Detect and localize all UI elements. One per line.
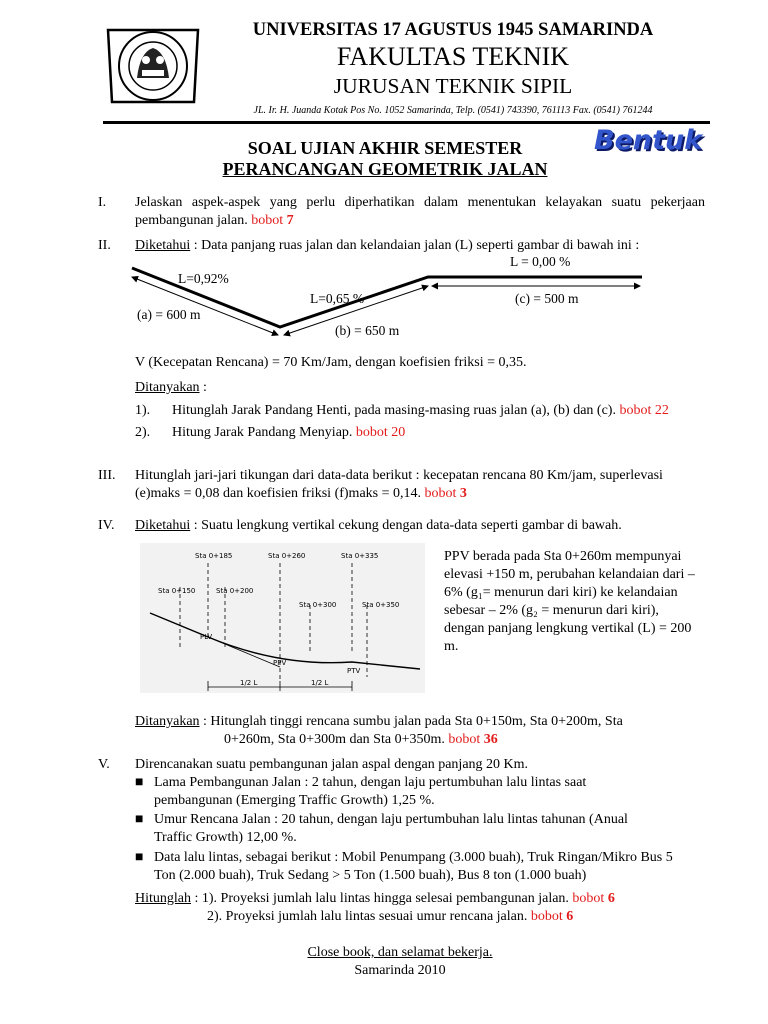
q5-bullet-1: ■ Lama Pembangunan Jalan : 2 tahun, dengan laju pertumbuhan lalu lintas saat pembangunan (Emerging Traffic Growth) 1,25 %. bbox=[135, 775, 587, 808]
fig-plv: PLV bbox=[200, 633, 213, 641]
place-year: Samarinda 2010 bbox=[354, 963, 446, 978]
q5-item-2: 2). Proyeksi jumlah lalu lintas sesuai umur rencana jalan. bobot 6 bbox=[207, 909, 574, 924]
fig-ptv: PTV bbox=[347, 667, 361, 675]
q5-bullet-3: ■ Data lalu lintas, sebagai berikut : Mobil Penumpang (3.000 buah), Truk Ringan/Mikro Bus 5 Ton (2.000 buah), Truk Sedang > 5 Ton (1.500 buah), Bus 8 ton (1.000 buah) bbox=[135, 850, 673, 883]
university-name: UNIVERSITAS 17 AGUSTUS 1945 SAMARINDA bbox=[252, 20, 654, 40]
fig-half-l-2: 1/2 L bbox=[311, 679, 329, 687]
address-line: JL. Ir. H. Juanda Kotak Pos No. 1052 Samarinda, Telp. (0541) 743390, 761113 Fax. (0541) 761244 bbox=[253, 105, 653, 116]
university-logo bbox=[104, 22, 202, 108]
fig-sta-150: Sta 0+150 bbox=[158, 587, 196, 595]
q1-bobot-value: 7 bbox=[286, 213, 294, 228]
q2-item-1-num: 1). bbox=[135, 403, 151, 418]
fig-half-l-1: 1/2 L bbox=[240, 679, 258, 687]
fig-ppv: PPV bbox=[273, 659, 287, 667]
q4-asked-line1: Ditanyakan : Hitunglah tinggi rencana sumbu jalan pada Sta 0+150m, Sta 0+200m, Sta bbox=[135, 714, 623, 729]
q2-item-2: Hitung Jarak Pandang Menyiap. bobot 20 bbox=[172, 425, 406, 440]
q5-bullet-2: ■ Umur Rencana Jalan : 20 tahun, dengan laju pertumbuhan lalu lintas tahunan (Anual Traffic Growth) 12,00 %. bbox=[135, 812, 628, 845]
q5-intro: Direncanakan suatu pembangunan jalan aspal dengan panjang 20 Km. bbox=[135, 757, 529, 772]
fig-sta-200: Sta 0+200 bbox=[216, 587, 254, 595]
q2-item-2-num: 2). bbox=[135, 425, 151, 440]
faculty-name: FAKULTAS TEKNIK bbox=[336, 42, 570, 71]
header-rule bbox=[103, 121, 710, 124]
fig-sta-185: Sta 0+185 bbox=[195, 552, 233, 560]
q4-number: IV. bbox=[98, 518, 115, 533]
q4-desc: PPV berada pada Sta 0+260m mempunyai elevasi +150 m, perubahan kelandaian dari – 6% (g₁= menurun dari kiri) ke kelandaian sebesar – 2% (g₂ = menurun dari kiri), dengan panjang lengkung vertikal (L) = 200 m. bbox=[444, 549, 695, 654]
q5-number: V. bbox=[98, 757, 110, 772]
course-title: PERANCANGAN GEOMETRIK JALAN bbox=[222, 159, 548, 179]
grade-label-3: L = 0,00 % bbox=[510, 254, 571, 269]
q4-asked-line2: 0+260m, Sta 0+300m dan Sta 0+350m. bobot 36 bbox=[224, 732, 498, 747]
segment-b-label: (b) = 650 m bbox=[335, 323, 400, 338]
vertical-curve-figure bbox=[140, 543, 425, 693]
fig-sta-300: Sta 0+300 bbox=[299, 601, 337, 609]
fig-sta-260: Sta 0+260 bbox=[268, 552, 306, 560]
exam-title: SOAL UJIAN AKHIR SEMESTER bbox=[247, 138, 523, 158]
q5-item-1: Hitunglah : 1). Proyeksi jumlah lalu lintas hingga selesai pembangunan jalan. bobot 6 bbox=[135, 891, 615, 906]
q1-text: Jelaskan aspek-aspek yang perlu diperhatikan dalam menentukan kelayakan suatu pekerjaan pembangunan jalan. bobot 7 bbox=[135, 195, 705, 228]
grade-label-2: L=0,65 % bbox=[310, 291, 365, 306]
q2-asked: Ditanyakan : bbox=[135, 380, 207, 395]
q2-speed: V (Kecepatan Rencana) = 70 Km/Jam, dengan koefisien friksi = 0,35. bbox=[135, 355, 527, 370]
q3-line2: (e)maks = 0,08 dan koefisien friksi (f)maks = 0,14. bobot 3 bbox=[135, 486, 467, 501]
fig-sta-335: Sta 0+335 bbox=[341, 552, 379, 560]
fig-sta-350: Sta 0+350 bbox=[362, 601, 400, 609]
q3-line1: Hitunglah jari-jari tikungan dari data-data berikut : kecepatan rencana 80 Km/jam, superlevasi bbox=[135, 468, 663, 483]
closing-note: Close book, dan selamat bekerja. bbox=[307, 945, 493, 960]
q1-number: I. bbox=[98, 195, 107, 210]
segment-c-label: (c) = 500 m bbox=[515, 291, 579, 306]
grade-label-1: L=0,92% bbox=[178, 271, 229, 286]
q3-number: III. bbox=[98, 468, 116, 483]
bentuk-badge: Bentuk bbox=[594, 125, 703, 156]
q2-known: Diketahui : Data panjang ruas jalan dan kelandaian jalan (L) seperti gambar di bawah ini : bbox=[135, 238, 640, 253]
department-name: JURUSAN TEKNIK SIPIL bbox=[333, 74, 573, 98]
q2-item-1: Hitunglah Jarak Pandang Henti, pada masing-masing ruas jalan (a), (b) dan (c). bobot 22 bbox=[172, 403, 669, 418]
q1-bobot-label: bobot bbox=[251, 213, 284, 228]
segment-a-label: (a) = 600 m bbox=[137, 307, 201, 322]
q4-known: Diketahui : Suatu lengkung vertikal cekung dengan data-data seperti gambar di bawah. bbox=[135, 518, 622, 533]
q2-number: II. bbox=[98, 238, 111, 253]
